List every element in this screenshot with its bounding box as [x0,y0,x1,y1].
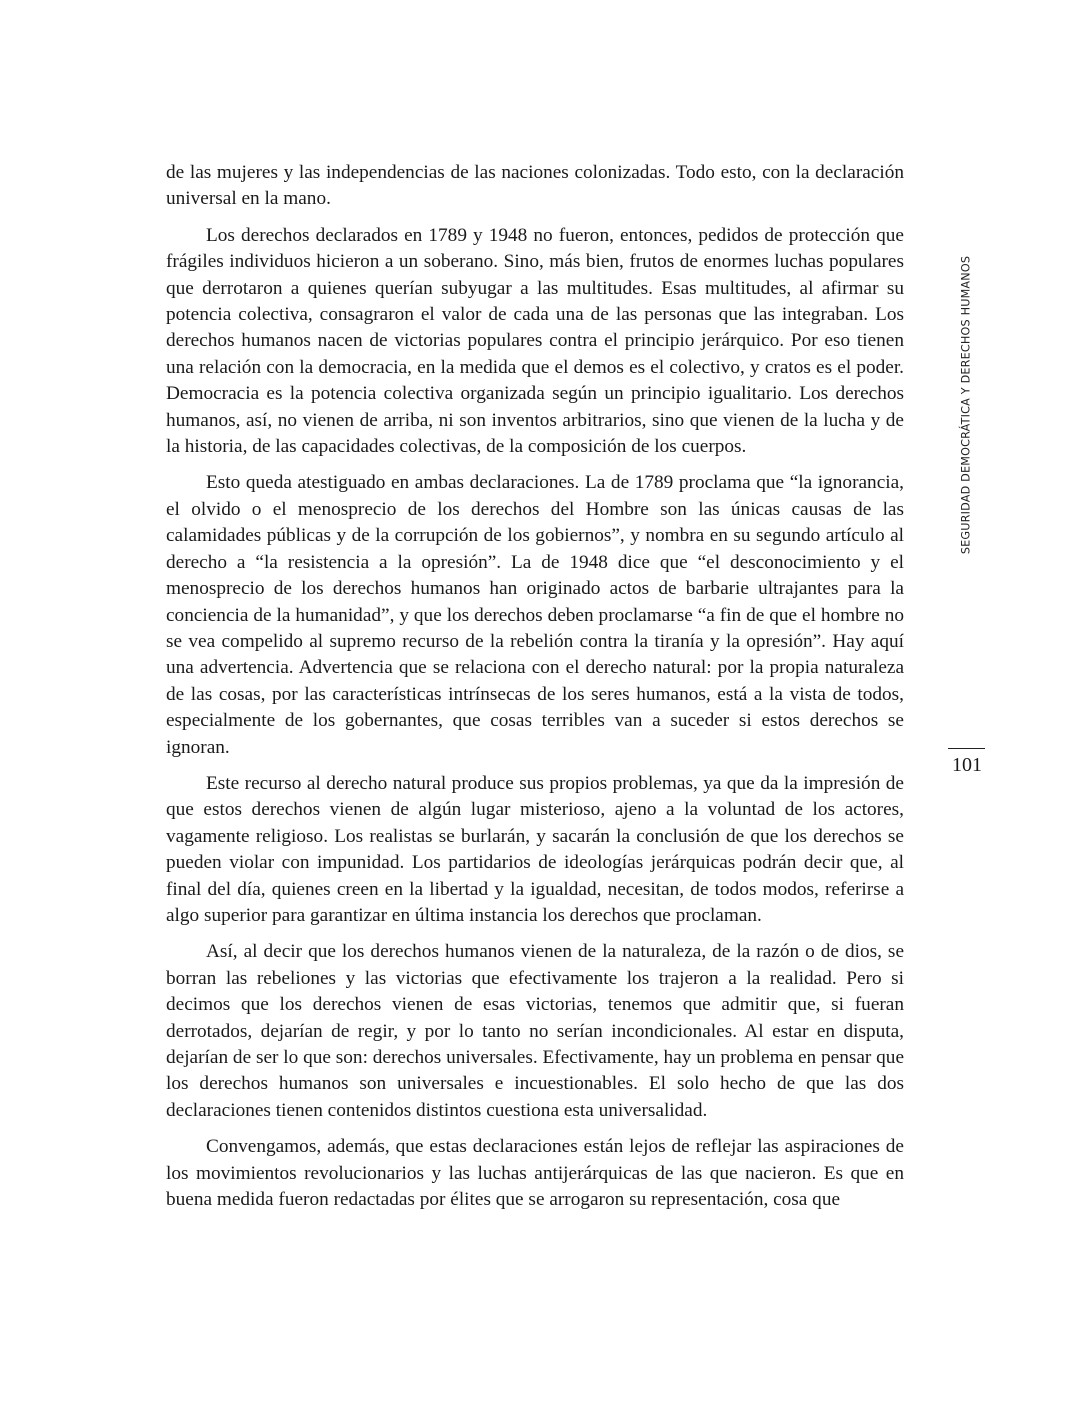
paragraph-1: de las mujeres y las independencias de las naciones colonizadas. Todo esto, con la declaración universal en la mano. [166,162,904,210]
running-head: SEGURIDAD DEMOCRÁTICA Y DERECHOS HUMANOS [959,255,973,555]
paragraph-3: Esto queda atestiguado en ambas declaraciones. La de 1789 proclama que “la ignorancia, el olvido o el menosprecio de los derechos del Hombre son las únicas causas de las calamidades públicas y de la corrupción de los gobiernos”, y nombra en su segundo artículo al derecho a “la resistencia a la opresión”. La de 1948 dice que “el desconocimiento y el menosprecio de los derechos humanos han originado actos de barbarie ultrajantes para la conciencia de la humanidad”, y que los derechos deben proclamarse “a fin de que el hombre no se vea compelido al supremo recurso de la rebelión contra la tiranía y la opresión”. Hay aquí una advertencia. Advertencia que se relaciona con el derecho natural: por la propia naturaleza de las cosas, por las características intrínsecas de los seres humanos, está a la vista de todos, especialmente de los gobernantes, que cosas terribles van a suceder si estos derechos se ignoran. [166,472,904,758]
page-number-rule [948,748,985,749]
paragraph-6: Convengamos, además, que estas declaraciones están lejos de reflejar las aspiraciones de los movimientos revolucionarios y las luchas antijerárquicas de las que nacieron. Es que en buena medida fueron redactadas por élites que se arrogaron su representación, cosa que [166,1136,904,1211]
page-number: 101 [952,754,982,776]
paragraph-5: Así, al decir que los derechos humanos vienen de la naturaleza, de la razón o de dios, se borran las rebeliones y las victorias que efectivamente los trajeron a la realidad. Pero si decimos que los derechos vienen de esas victorias, tenemos que admitir que, si fueran derrotados, dejarían de regir, y por lo tanto no serían incondicionales. Al estar en disputa, dejarían de ser lo que son: derechos universales. Efectivamente, hay un problema en pensar que los derechos humanos son universales e incuestionables. El solo hecho de que las dos declaraciones tienen contenidos distintos cuestiona esta universalidad. [166,941,904,1121]
body-text [166,160,904,1223]
paragraph-2: Los derechos declarados en 1789 y 1948 no fueron, entonces, pedidos de protección que frágiles individuos hicieron a un soberano. Sino, más bien, frutos de enormes luchas populares que derrotaron a quienes querían subyugar a las multitudes. Esas multitudes, al afirmar su potencia colectiva, consagraron el valor de cada una de las personas que las integraban. Los derechos humanos nacen de victorias populares contra el principio jerárquico. Por eso tienen una relación con la democracia, en la medida que el demos es el colectivo, y cratos es el poder. Democracia es la potencia colectiva organizada según un principio igualitario. Los derechos humanos, así, no vienen de arriba, ni son inventos arbitrarios, sino que vienen de la lucha y de la historia, de las capacidades colectivas, de la composición de los cuerpos. [166,224,904,458]
paragraph-4: Este recurso al derecho natural produce sus propios problemas, ya que da la impresión de que estos derechos vienen de algún lugar misterioso, ajeno a la voluntad de los actores, vagamente religioso. Los realistas se burlarán, y sacarán la conclusión de que los derechos se pueden violar con impunidad. Los partidarios de ideologías jerárquicas podrán decir que, al final del día, quienes creen en la libertad y la igualdad, necesitan, de todos modos, referirse a algo superior para garantizar en última instancia los derechos que proclaman. [166,772,904,926]
